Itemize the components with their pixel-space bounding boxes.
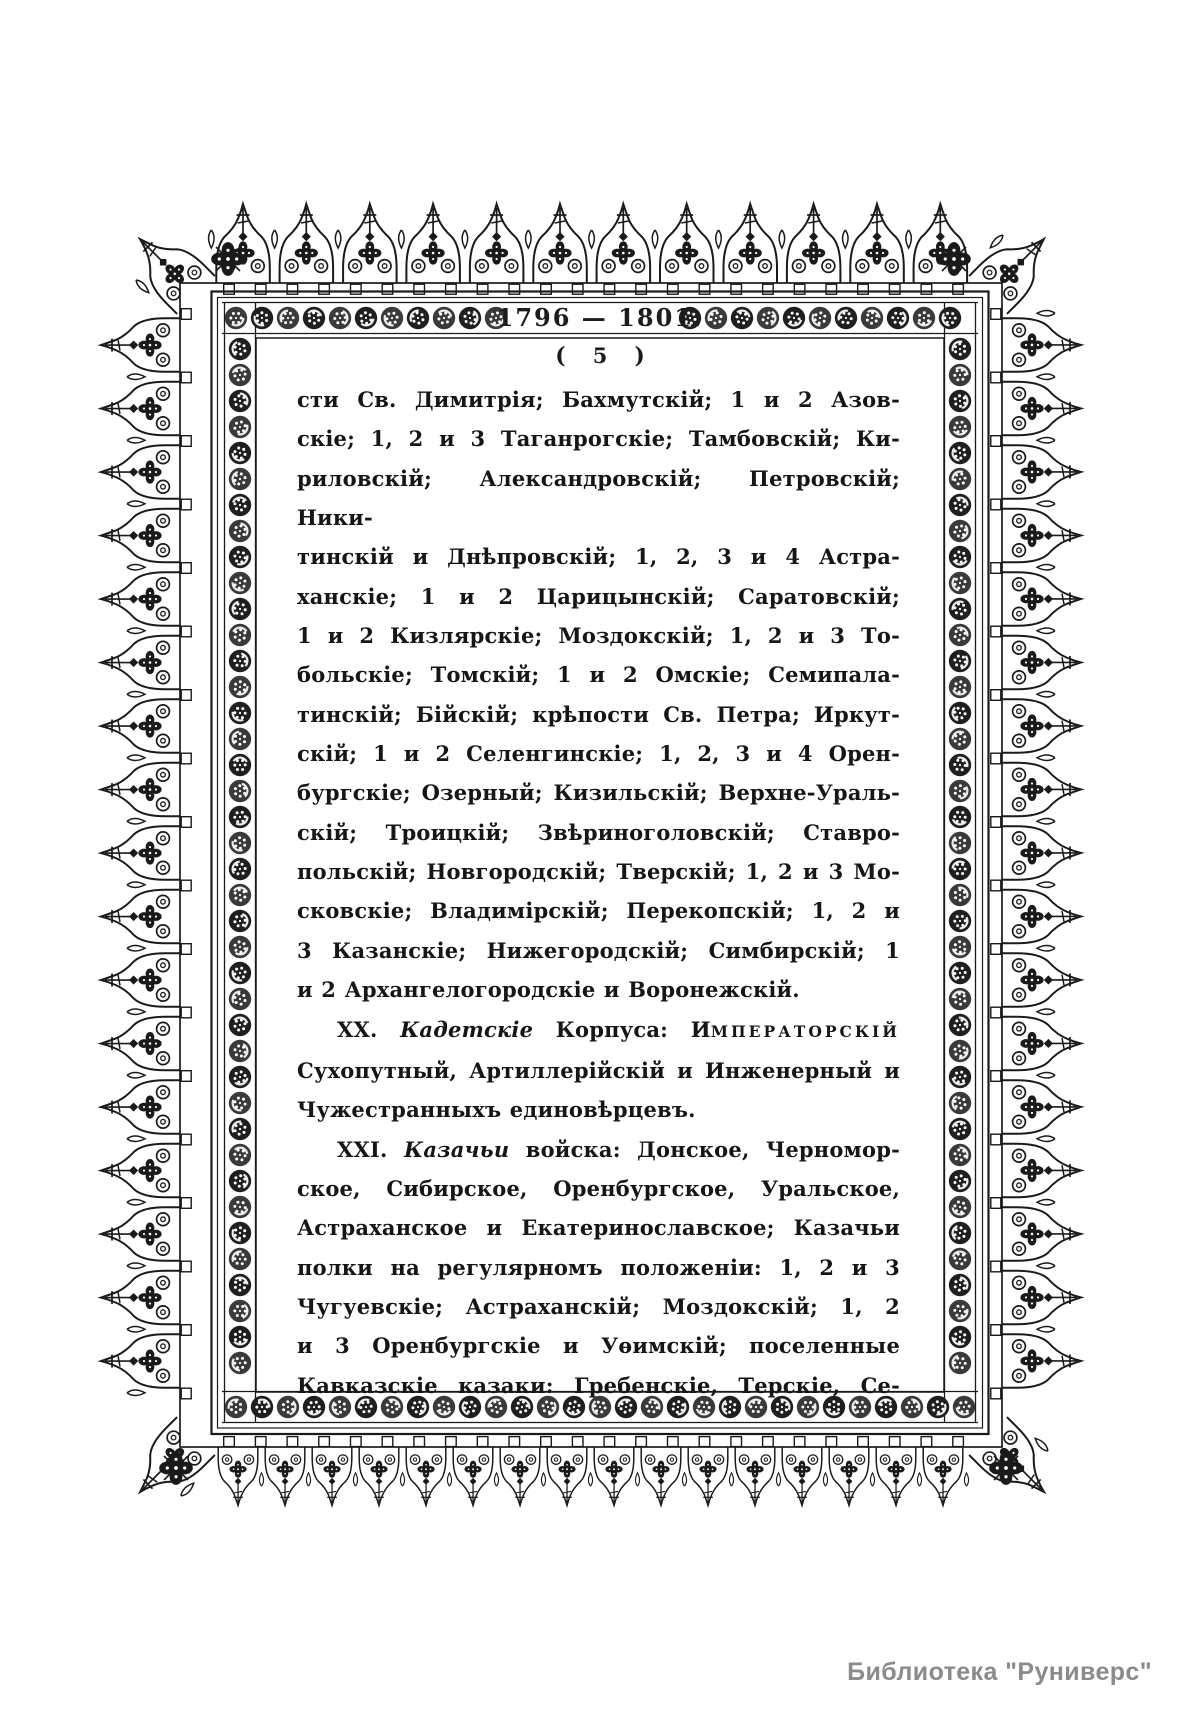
text-line (297, 1169, 900, 1208)
text-line (297, 1208, 900, 1247)
text-line (297, 891, 900, 930)
text-line (297, 773, 900, 812)
text-line (297, 813, 900, 852)
text-segment: И (690, 1016, 711, 1042)
text-line (297, 1090, 900, 1129)
page-number (0, 341, 1200, 371)
text-line (297, 419, 900, 458)
text-line (297, 970, 900, 1009)
text-line (297, 1051, 900, 1090)
text-segment: тинскій и Днѣпровскій; 1, 2, 3 и 4 Астра- (297, 544, 900, 570)
text-line (297, 852, 900, 891)
text-segment: Кадетскіе (400, 1016, 534, 1042)
text-line (297, 616, 900, 655)
text-segment: Кавказскіе казаки: Гребенскіе, Терскіе, Се- (297, 1372, 900, 1398)
text-segment: ское, Сибирское, Оренбургское, Уральское, (297, 1175, 900, 1201)
text-segment: и 2 Архангелогородскіе и Воронежскій. (297, 977, 800, 1003)
page-number-open-paren: ( (555, 343, 566, 369)
text-segment: Астраханское и Екатеринославское; Казачьи (297, 1215, 900, 1241)
text-segment: Чугуевскіе; Астраханскій; Моздокскій; 1, 2 (297, 1293, 900, 1319)
text-segment: XXI. (337, 1136, 405, 1162)
text-segment: и 3 Оренбургскіе и Уѳимскій; поселенные (297, 1333, 900, 1359)
text-segment: 3 Казанскіе; Нижегородскій; Симбирскій; 1 (297, 937, 900, 963)
header-date: 1796 — 1801. (496, 303, 704, 332)
text-segment: риловскій; Александровскій; Петровскій; Ники- (297, 465, 900, 531)
text-segment: сти Св. Димитрія; Бахмутскій; 1 и 2 Азов- (297, 387, 900, 412)
text-segment: МПЕРАТОРСКІЙ (710, 1021, 900, 1041)
text-block (297, 380, 900, 1405)
text-segment: 1 и 2 Кизлярскіе; Моздокскій; 1, 2 и 3 То- (297, 623, 900, 649)
text-line (297, 1130, 900, 1169)
page-number-value: 5 (592, 343, 608, 368)
text-line (297, 1248, 900, 1287)
text-line (297, 380, 900, 419)
text-segment: полки на регулярномъ положеніи: 1, 2 и 3 (297, 1254, 900, 1280)
text-segment: Казачьи (404, 1136, 510, 1162)
text-segment: тинскій; Бійскій; крѣпости Св. Петра; Иркут- (297, 701, 900, 727)
text-segment: скій; Троицкій; Звѣриноголовскій; Ставро- (297, 819, 900, 845)
text-line (297, 695, 900, 734)
text-line (297, 577, 900, 616)
text-line (297, 459, 900, 538)
text-segment: Чужестранныхъ единовѣрцевъ. (297, 1097, 696, 1123)
text-segment: скій; 1 и 2 Селенгинскіе; 1, 2, 3 и 4 Орен- (297, 741, 900, 767)
text-line (297, 1287, 900, 1326)
text-segment: XX. (337, 1016, 401, 1042)
text-line (297, 537, 900, 576)
text-segment: Корпуса: (533, 1016, 691, 1042)
text-segment: польскій; Новгородскій; Тверскій; 1, 2 и 3 Мо- (297, 859, 900, 885)
page-number-close-paren: ) (634, 343, 645, 369)
text-line (297, 1366, 900, 1405)
text-line (297, 734, 900, 773)
text-segment: больскіе; Томскій; 1 и 2 Омскіе; Семипала- (297, 662, 900, 688)
text-line (297, 655, 900, 694)
header-date-strip (0, 301, 1200, 334)
text-line (297, 1326, 900, 1365)
text-segment: ханскіе; 1 и 2 Царицынскій; Саратовскій; (297, 583, 900, 609)
text-segment: Сухопутный, Артиллерійскій и Инженерный и (297, 1057, 900, 1083)
text-segment: сковскіе; Владимірскій; Перекопскій; 1, 2 и (297, 898, 900, 924)
text-line (297, 931, 900, 970)
watermark: Библиотека "Руниверс" (847, 1658, 1152, 1686)
text-segment: скіе; 1, 2 и 3 Таганрогскіе; Тамбовскій; Ки- (297, 426, 900, 452)
text-segment: бургскіе; Озерный; Кизильскій; Верхне-Ураль- (297, 780, 900, 806)
text-line (297, 1010, 900, 1051)
text-segment: войска: Донское, Черномор- (509, 1136, 900, 1162)
